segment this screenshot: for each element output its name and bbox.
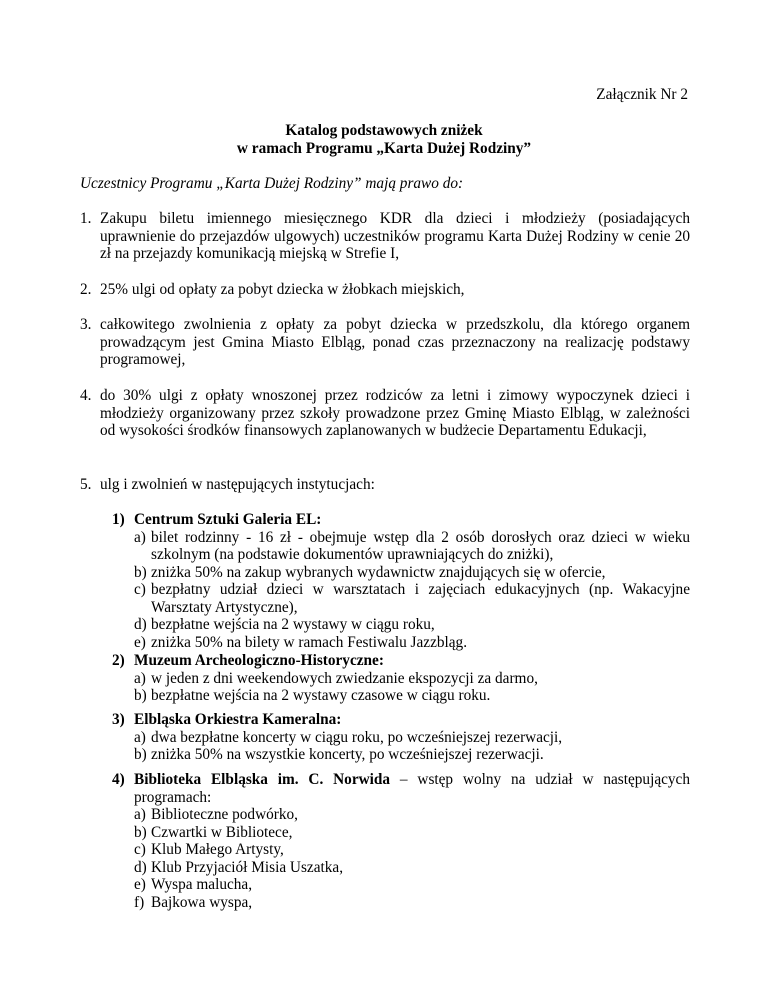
institution-number: 2) [112, 652, 125, 669]
list-item-text: do 30% ulgi z opłaty wnoszonej przez rodziców za letni i zimowy wypoczynek dzieci i młodzieży organizowany przez szkoły prowadzone przez Gminę Miasto Elbląg, w zależności od wysokości środków finansowych zaplanowanych w budżecie Departamentu Edukacji, [100, 387, 690, 439]
entry-letter: a) [134, 669, 146, 687]
institution-entry [134, 634, 690, 652]
list-item-number: 3. [80, 316, 92, 333]
list-item-text: 25% ulgi od opłaty za pobyt dziecka w żłobkach miejskich, [100, 281, 465, 298]
institution-heading [112, 711, 690, 729]
list-item [80, 281, 690, 299]
institution-entry [134, 564, 690, 582]
entry-letter: f) [134, 893, 145, 911]
institution-entry [134, 824, 690, 842]
institution-number: 3) [112, 711, 125, 728]
institution-entry [134, 841, 690, 859]
list-item [80, 387, 690, 440]
institution-note: – wstęp wolny na udział w następujących programach: [134, 771, 690, 806]
institution-block [112, 652, 690, 705]
entry-text: zniżka 50% na bilety w ramach Festiwalu Jazzbląg. [151, 633, 468, 651]
institution-entry [134, 859, 690, 877]
entry-letter: a) [134, 528, 146, 546]
institution-number: 1) [112, 511, 125, 528]
institution-entry [134, 581, 690, 616]
entry-letter: d) [134, 616, 147, 633]
entry-text: w jeden z dni weekendowych zwiedzanie ekspozycji za darmo, [151, 669, 538, 687]
institution-block [112, 771, 690, 911]
entry-text: Wyspa malucha, [151, 876, 253, 893]
list-item-text: Zakupu biletu imiennego miesięcznego KDR dla dzieci i młodzieży (posiadających uprawnienie do przejazdów ulgowych) uczestników programu Karta Dużej Rodziny w cenie 20 zł na przejazdy komunikacją miejską w Strefie I, [100, 210, 690, 262]
institution-heading [112, 652, 690, 670]
title-line-2: w ramach Programu „Karta Dużej Rodziny” [236, 139, 532, 157]
institution-entry [134, 894, 690, 912]
entry-letter: d) [134, 858, 147, 876]
title-line-1: Katalog podstawowych zniżek [285, 122, 483, 139]
institution-entry [134, 529, 690, 564]
list-item [80, 316, 690, 369]
entry-text: zniżka 50% na wszystkie koncerty, po wcześniejszej rezerwacji. [151, 746, 544, 763]
institution-block [112, 711, 690, 764]
list-item [80, 476, 690, 494]
entry-text: zniżka 50% na zakup wybranych wydawnictw znajdujących się w ofercie, [151, 563, 606, 581]
institution-entry [134, 876, 690, 894]
entry-text: Klub Przyjaciół Misia Uszatka, [151, 858, 344, 876]
intro-text: Uczestnicy Programu „Karta Dużej Rodziny” mają prawo do: [80, 175, 464, 192]
institution-entry [134, 806, 690, 824]
institution-name: Elbląska Orkiestra Kameralna: [134, 711, 342, 728]
list-item-number: 2. [80, 281, 92, 298]
institution-entry [134, 746, 690, 764]
institution-heading [112, 771, 690, 806]
list-item [80, 210, 690, 263]
entry-letter: e) [134, 876, 146, 893]
entry-text: bezpłatne wejścia na 2 wystawy w ciągu roku, [151, 616, 435, 633]
annex-label: Załącznik Nr 2 [596, 86, 688, 103]
list-item-text: całkowitego zwolnienia z opłaty za pobyt dziecka w przedszkolu, dla którego organem prowadzącym jest Gmina Miasto Elbląg, ponad czas przeznaczony na realizację podstawy programowej, [100, 316, 690, 368]
institution-name: Biblioteka Elbląska im. C. Norwida [134, 771, 391, 788]
list-item-number: 4. [80, 387, 92, 404]
document-title [0, 122, 768, 157]
entry-letter: e) [134, 633, 146, 651]
entry-letter: a) [134, 806, 146, 823]
institution-heading [112, 511, 690, 529]
institution-entry [134, 670, 690, 688]
institution-name: Muzeum Archeologiczno-Historyczne: [134, 652, 384, 669]
entry-text: Czwartki w Bibliotece, [151, 823, 293, 841]
entry-text: bilet rodzinny - 16 zł - obejmuje wstęp dla 2 osób dorosłych oraz dzieci w wieku szkolnym (na podstawie dokumentów uprawniających do zniżki), [151, 528, 690, 563]
list-item-number: 5. [80, 476, 92, 493]
entry-letter: b) [134, 687, 147, 704]
entry-text: bezpłatne wejścia na 2 wystawy czasowe w ciągu roku. [151, 687, 491, 704]
entry-text: Klub Małego Artysty, [151, 841, 284, 858]
entry-letter: c) [134, 841, 146, 858]
entry-letter: b) [134, 746, 147, 763]
entry-letter: a) [134, 728, 146, 746]
entry-letter: c) [134, 581, 146, 598]
entry-text: bezpłatny udział dzieci w warsztatach i zajęciach edukacyjnych (np. Wakacyjne Warsztaty Artystyczne), [151, 581, 690, 616]
entry-letter: b) [134, 563, 147, 581]
institution-entry [134, 687, 690, 705]
institution-entry [134, 616, 690, 634]
entry-text: dwa bezpłatne koncerty w ciągu roku, po wcześniejszej rezerwacji, [151, 728, 563, 746]
list-item-text: ulg i zwolnień w następujących instytucjach: [100, 476, 375, 493]
entry-text: Bajkowa wyspa, [151, 893, 253, 911]
institution-block [112, 511, 690, 651]
entry-text: Biblioteczne podwórko, [151, 806, 298, 823]
institution-number: 4) [112, 771, 125, 788]
institution-name: Centrum Sztuki Galeria EL: [134, 511, 322, 528]
entry-letter: b) [134, 823, 147, 841]
institution-entry [134, 729, 690, 747]
list-item-number: 1. [80, 210, 92, 227]
